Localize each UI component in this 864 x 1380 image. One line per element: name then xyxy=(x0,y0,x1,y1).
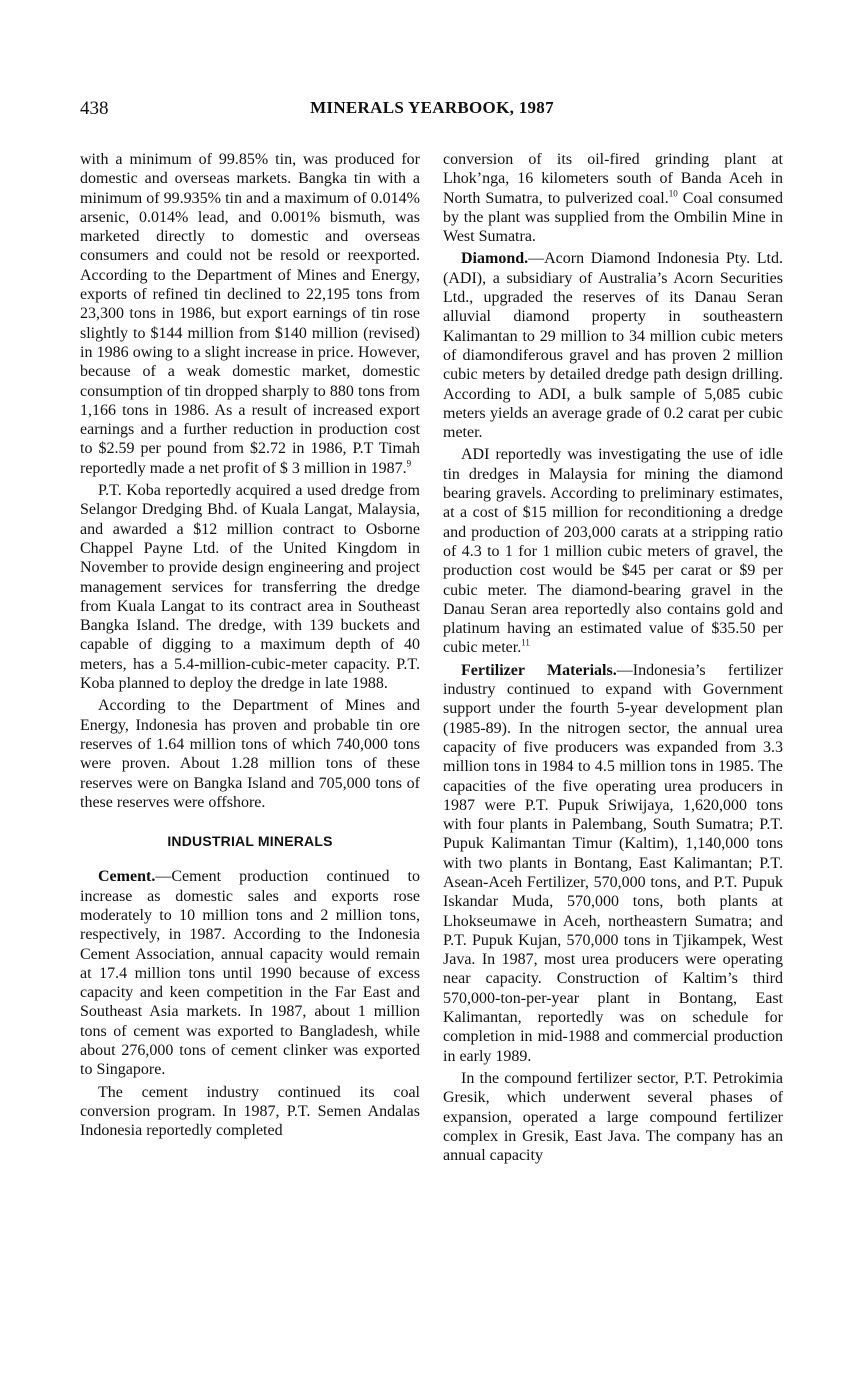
diamond-paragraph xyxy=(443,249,783,442)
cement-paragraph xyxy=(80,867,420,1079)
diamond-text: —Acorn Diamond Indonesia Pty. Ltd. (ADI), a subsidiary of Australia’s Acorn Securities Ltd., upgraded the reserves of its Danau Seran alluvial diamond property in southeastern Kalimantan to 29 million to 34 million cubic meters of diamondiferous gravel and has proven 2 million cubic meters by detailed dredge path design drilling. According to ADI, a bulk sample of 5,085 cubic meters yields an average grade of 0.2 carat per cubic meter. xyxy=(443,250,783,442)
coal-text-tail: Coal consumed by the plant was supplied from the Ombilin Mine in West Sumatra. xyxy=(443,189,784,246)
page-header xyxy=(80,98,784,122)
adi-text: ADI reportedly was investigating the use of idle tin dredges in Malaysia for mining the diamond bearing gravels. According to preliminary estimates, at a cost of $15 million for reconditioning a dredge and production of 203,000 carats at a stripping ratio of 4.3 to 1 for 1 million cubic meters of gravel, the production cost would be $45 per carat or $9 per cubic meter. The diamond-bearing gravel in the Danau Seran area reportedly also contains gold and platinum having an estimated value of $35.50 per cubic meter. xyxy=(443,446,783,657)
fertilizer-paragraph xyxy=(443,661,783,1066)
left-column xyxy=(80,150,420,1141)
running-title: MINERALS YEARBOOK, 1987 xyxy=(310,98,554,117)
reserves-paragraph: According to the Department of Mines and Energy, Indonesia has proven and probable tin ore reserves of 1.64 million tons of which 740,000 tons were proven. About 1.28 million tons of these reserves were on Bangka Island and 705,000 tons of these reserves were offshore. xyxy=(80,697,420,811)
koba-paragraph: P.T. Koba reportedly acquired a used dredge from Selangor Dredging Bhd. of Kuala Langat, Malaysia, and awarded a $12 million contract to Osborne Chappel Payne Ltd. of the United Kingdom in November to provide design engineering and project management services for transferring the dredge from Kuala Langat to its contract area in Southeast Bangka Island. The dredge, with 139 buckets and capable of digging to a maximum depth of 40 meters, has a 5.4-million-cubic-meter capacity. P.T. Koba planned to deploy the dredge in late 1988. xyxy=(80,482,420,693)
coal-conversion-paragraph: The cement industry continued its coal conversion program. In 1987, P.T. Semen Andalas Indonesia reportedly completed xyxy=(80,1083,420,1140)
compound-fertilizer-paragraph: In the compound fertilizer sector, P.T. Petrokimia Gresik, which underwent several phases of expansion, operated a large compound fertilizer complex in Gresik, East Java. The company has an annual capacity xyxy=(443,1069,783,1165)
adi-dredges-paragraph xyxy=(443,445,783,657)
footnote-ref-9: 9 xyxy=(406,458,412,469)
section-heading: INDUSTRIAL MINERALS xyxy=(167,833,333,850)
tin-text: with a minimum of 99.85% tin, was produced for domestic and overseas markets. Bangka tin with a minimum of 99.935% tin and a maximum of 0.014% arsenic, 0.014% lead, and 0.001% bismuth, was marketed directly to domestic and overseas consumers and could not be resold or reexported. According to the Department of Mines and Energy, exports of refined tin declined to 22,195 tons from 23,300 tons in 1986, but export earnings of tin rose slightly to $144 million from $140 million (revised) in 1986 owing to a slight increase in price. However, because of a weak domestic market, domestic consumption of tin dropped sharply to 880 tons from 1,166 tons in 1986. As a result of increased export earnings and a further reduction in production cost to $2.59 per pound from $2.72 in 1986, P.T Timah reportedly made a net profit of $ 3 million in 1987. xyxy=(80,151,420,477)
cement-runin-heading: Cement. xyxy=(98,868,156,886)
cement-text: —Cement production continued to increase as domestic sales and exports rose moderately to 10 million tons and 2 million tons, respectively, in 1987. According to the Indonesia Cement Association, annual capacity would remain at 17.4 million tons until 1990 because of excess capacity and keen competition in the Far East and Southeast Asia markets. In 1987, about 1 million tons of cement was exported to Bangladesh, while about 276,000 tons of cement clinker was exported to Singapore. xyxy=(80,868,420,1079)
coal-text: conversion of its oil-fired grinding plant at Lhok’nga, 16 kilometers south of Banda Aceh in North Sumatra, to pulverized coal. xyxy=(443,151,783,207)
fertilizer-runin-heading: Fertilizer Materials. xyxy=(461,661,617,679)
footnote-ref-10: 10 xyxy=(668,188,678,199)
page-number: 438 xyxy=(80,98,109,119)
footnote-ref-11: 11 xyxy=(521,638,530,649)
diamond-runin-heading: Diamond. xyxy=(461,250,529,268)
fertilizer-text: —Indonesia’s fertilizer industry continued to expand with Government support under the fourth 5-year development plan (1985-89). In the nitrogen sector, the annual urea capacity of five producers was expanded from 3.3 million tons in 1984 to 4.5 million tons in 1985. The capacities of the five operating urea producers in 1987 were P.T. Pupuk Sriwijaya, 1,620,000 tons with four plants in Palembang, South Sumatra; P.T. Pupuk Kalimantan Timur (Kaltim), 1,140,000 tons with two plants in Bontang, East Kalimantan; P.T. Asean-Aceh Fertilizer, 570,000 tons, and P.T. Pupuk Iskandar Muda, 570,000 tons, both plants at Lhokseumawe in Aceh, northeastern Sumatra; and P.T. Pupuk Kujan, 570,000 tons in Tjikampek, West Java. In 1987, most urea producers were operating near capacity. Construction of Kaltim’s third 570,000-ton-per-year plant in Bontang, East Kalimantan, reportedly was on schedule for completion in mid-1988 and commercial production in early 1989. xyxy=(443,661,783,1065)
right-column xyxy=(443,150,783,1165)
tin-paragraph xyxy=(80,150,420,478)
coal-continuation-paragraph xyxy=(443,150,783,246)
